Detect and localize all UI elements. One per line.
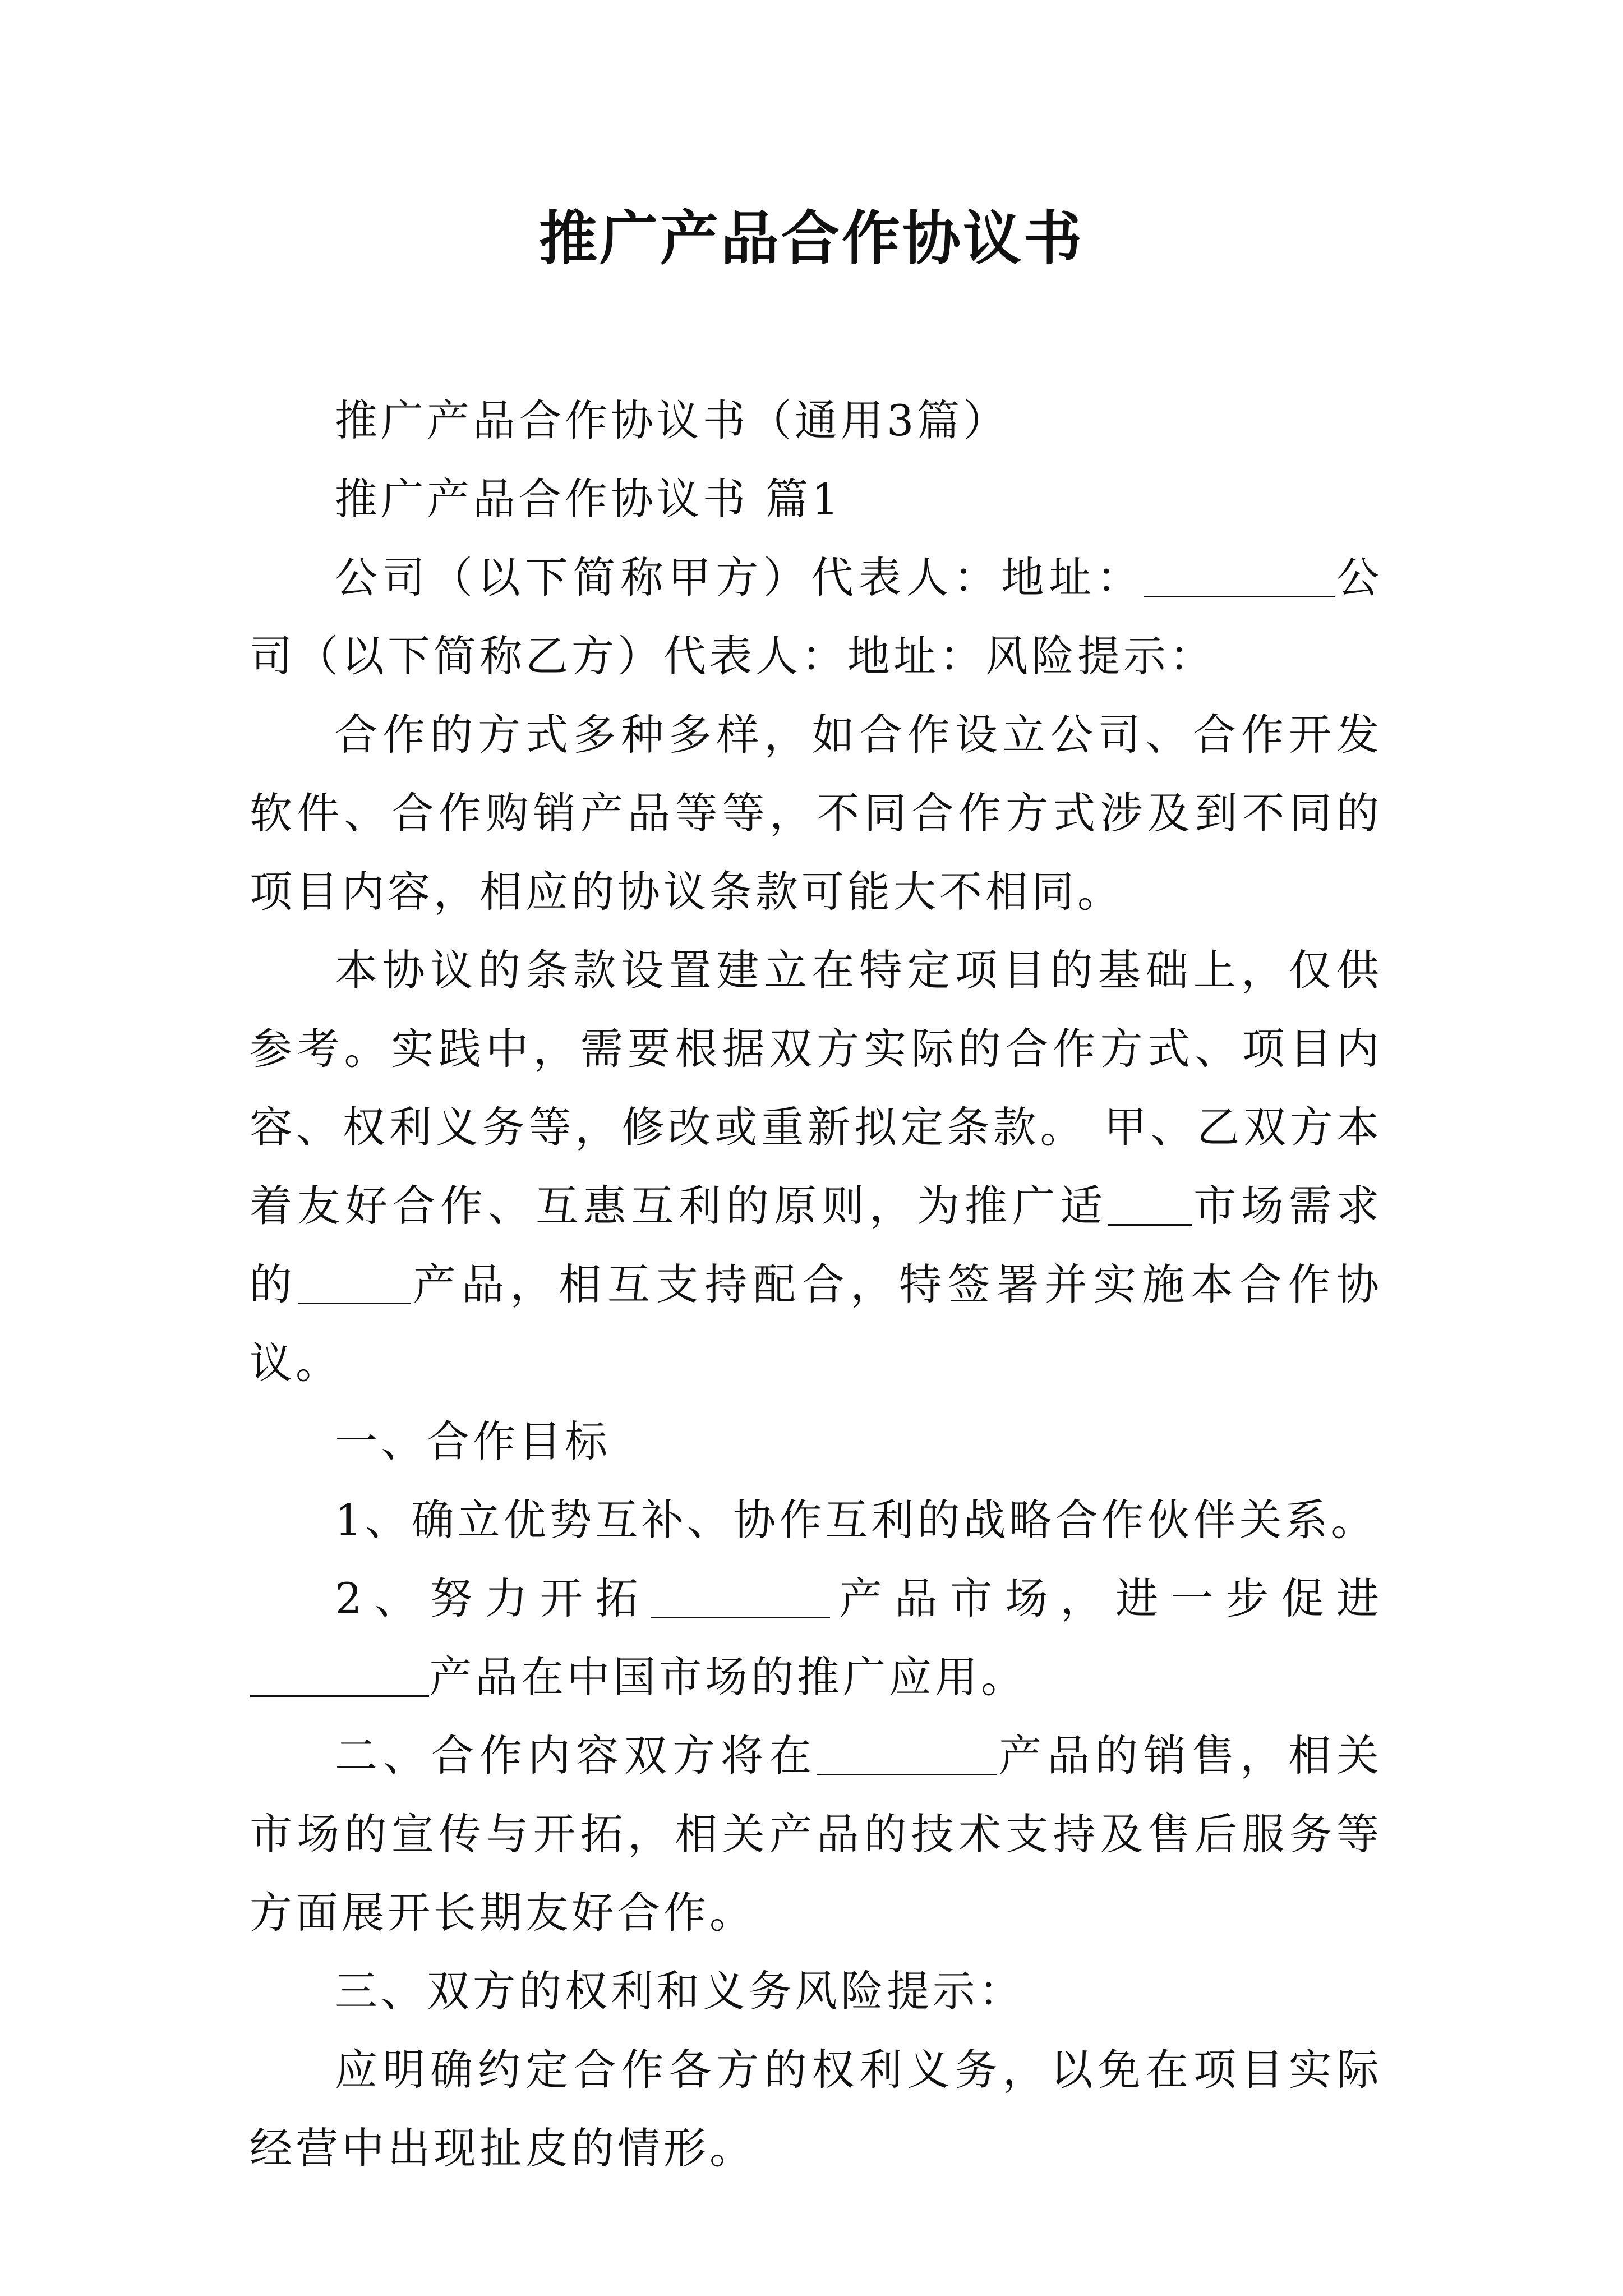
document-body xyxy=(250,381,1382,2188)
document-title: 推广产品合作协议书 xyxy=(538,204,1084,273)
section-2-end: 产品的销售，相关市场的宣传与开拓，相关产品的技术支持及售后服务等方面展开长期友好合作。 xyxy=(250,1731,1382,1938)
market-blank xyxy=(1108,1186,1192,1226)
section-2-paragraph xyxy=(250,1717,1382,1952)
item-2-end: 产品在中国市场的推广应用。 xyxy=(429,1652,1027,1702)
section-3-title: 三、双方的权利和义务风险提示： xyxy=(335,1966,1025,2016)
item-1: 1、确立优势互补、协作互利的战略合作伙伴关系。 xyxy=(335,1495,1377,1545)
item-2-promote-blank xyxy=(250,1657,429,1697)
party-a-text: 公司（以下简称甲方）代表人：地址： xyxy=(335,553,1145,602)
item-2 xyxy=(250,1559,1382,1717)
parties-paragraph xyxy=(250,539,1382,696)
document-subtitle: 推广产品合作协议书（通用3篇） xyxy=(335,395,1009,445)
item-2-product-blank xyxy=(651,1579,830,1618)
cooperation-modes-paragraph: 合作的方式多种多样，如合作设立公司、合作开发软件、合作购销产品等等，不同合作方式涉及到不同的项目内容，相应的协议条款可能大不相同。 xyxy=(250,710,1382,917)
section-2-start: 二、合作内容双方将在 xyxy=(335,1731,817,1780)
item-2-start: 2、努力开拓 xyxy=(335,1573,651,1623)
reference-text-start: 本协议的条款设置建立在特定项目的基础上，仅供参考。实践中，需要根据双方实际的合作方式、项目内容、权利义务等，修改或重新拟定条款。 甲、乙双方本着友好合作、互惠互利的原则，为推广适 xyxy=(250,945,1382,1231)
party-b-text: 公司（以下简称乙方）代表人：地址：风险提示： xyxy=(250,553,1383,681)
reference-paragraph xyxy=(250,931,1382,1402)
rights-paragraph: 应明确约定合作各方的权利义务，以免在项目实际经营中出现扯皮的情形。 xyxy=(250,2045,1382,2173)
reference-text-end: 产品，相互支持配合，特签署并实施本合作协议。 xyxy=(250,1259,1383,1388)
product-blank xyxy=(298,1264,411,1304)
party-b-name-blank xyxy=(1144,558,1335,597)
item-2-mid: 产品市场，进一步促进 xyxy=(830,1573,1382,1623)
reference-text-mid: 市场需求的 xyxy=(250,1181,1382,1309)
section-2-product-blank xyxy=(817,1736,997,1775)
section-heading: 推广产品合作协议书 篇1 xyxy=(335,474,842,524)
section-1-title: 一、合作目标 xyxy=(335,1416,611,1466)
